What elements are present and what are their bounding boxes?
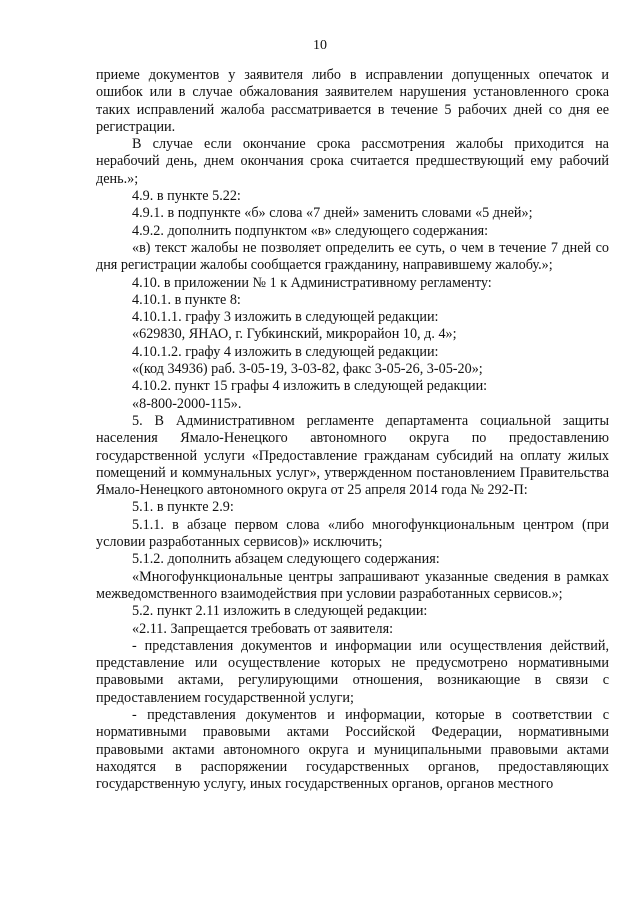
page-number: 10 — [313, 38, 327, 53]
paragraph: 4.9.1. в подпункте «б» слова «7 дней» заменить словами «5 дней»; — [132, 205, 533, 222]
paragraph: 5.1. в пункте 2.9: — [132, 499, 234, 516]
paragraph: 5.1.1. в абзаце первом слова «либо многофункциональным центром (при условии разработанных сервисов)» исключить; — [96, 516, 609, 551]
paragraph: «8-800-2000-115». — [132, 395, 242, 412]
paragraph: «629830, ЯНАО, г. Губкинский, микрорайон 10, д. 4»; — [132, 326, 457, 343]
paragraph: 4.10.1.2. графу 4 изложить в следующей редакции: — [132, 343, 439, 360]
paragraph: - представления документов и информации, которые в соответствии с нормативными правовыми актами Российской Федерации, нормативными правовыми актами автономного округа и муниципальными правовыми актами находятся в распоряжении государственных органов, предоставляющих государственную услугу, иных государственных органов, органов местного — [96, 706, 609, 793]
paragraph: - представления документов и информации или осуществления действий, представление или осуществление которых не предусмотрено нормативными правовыми актами, регулирующими отношения, возникающие в связи с предоставлением государственной услуги; — [96, 637, 609, 706]
paragraph: «в) текст жалобы не позволяет определить ее суть, о чем в течение 7 дней со дня регистрации жалобы сообщается гражданину, направившему жалобу.»; — [96, 239, 609, 274]
paragraph: 4.10.1. в пункте 8: — [132, 291, 241, 308]
paragraph: 4.10.2. пункт 15 графы 4 изложить в следующей редакции: — [132, 378, 488, 395]
paragraph: «(код 34936) раб. 3-05-19, 3-03-82, факс 3-05-26, 3-05-20»; — [132, 361, 483, 378]
paragraph: 4.9.2. дополнить подпунктом «в» следующего содержания: — [132, 222, 489, 239]
paragraph: 5.2. пункт 2.11 изложить в следующей редакции: — [132, 603, 428, 620]
paragraph: приеме документов у заявителя либо в исправлении допущенных опечаток и ошибок или в случае обжалования заявителем нарушения установленного срока таких исправлений жалоба рассматривается в течение 5 рабочих дней со дня ее регистрации. — [96, 67, 609, 135]
paragraph: 4.9. в пункте 5.22: — [132, 188, 241, 205]
paragraph: 5.1.2. дополнить абзацем следующего содержания: — [132, 551, 440, 568]
paragraph: «Многофункциональные центры запрашивают указанные сведения в рамках межведомственного взаимодействия при условии разработанных сервисов.»; — [96, 568, 609, 602]
paragraph: «2.11. Запрещается требовать от заявителя: — [132, 620, 394, 637]
document-body — [96, 67, 609, 793]
paragraph: 4.10. в приложении № 1 к Административному регламенту: — [132, 274, 492, 291]
paragraph: В случае если окончание срока рассмотрения жалобы приходится на нерабочий день, днем окончания срока считается предшествующий ему рабочий день.»; — [96, 136, 609, 187]
paragraph: 4.10.1.1. графу 3 изложить в следующей редакции: — [132, 309, 439, 326]
paragraph: 5. В Административном регламенте департамента социальной защиты населения Ямало-Ненецкого автономного округа по предоставлению государственной услуги «Предоставление гражданам субсидий на оплату жилых помещений и коммунальных услуг», утвержденном постановлением Правительства Ямало-Ненецкого автономного округа от 25 апреля 2014 года № 292-П: — [96, 412, 609, 499]
